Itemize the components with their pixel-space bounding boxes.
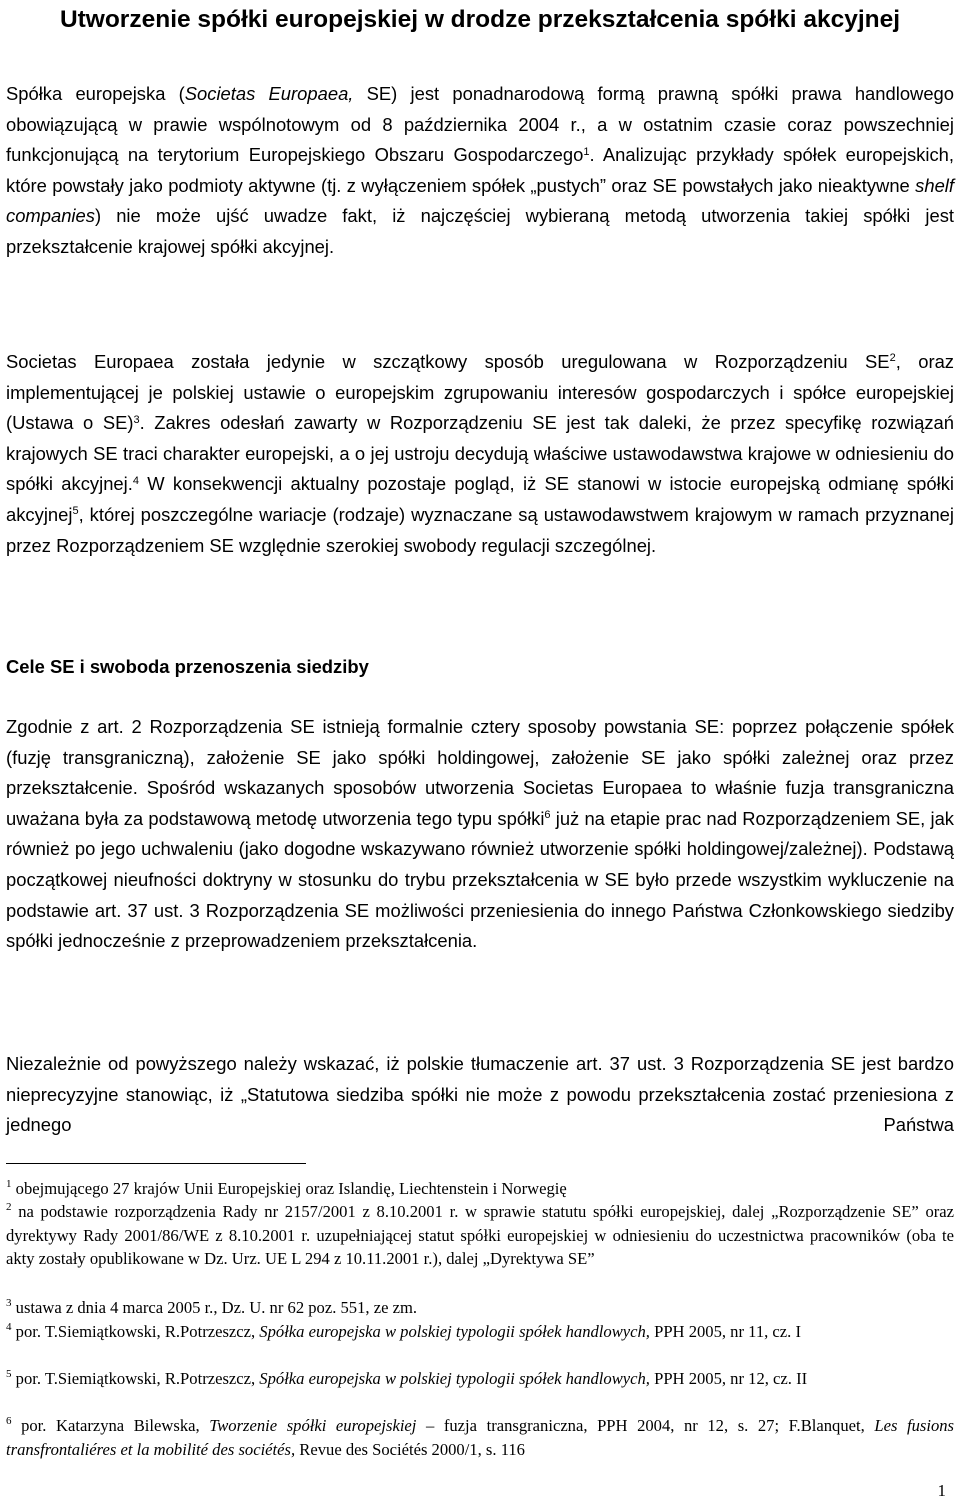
footnote-ref-2[interactable]: 2 [889, 352, 896, 365]
footnote-ref-4[interactable]: 4 [132, 474, 139, 487]
paragraph-translation: Niezależnie od powyższego należy wskazać, iż polskie tłumaczenie art. 37 ust. 3 Rozporządzenia SE jest bardzo nieprecyzyjne stanowiąc, iż „Statutowa siedziba spółki nie może z powodu przekształcenia zostać przeniesiona z jednego Państwa [6, 1053, 954, 1136]
document-title: Utworzenie spółki europejskiej w drodze przekształcenia spółki akcyjnej [59, 6, 901, 33]
footnote-ref-5[interactable]: 5 [72, 505, 79, 518]
footnote-separator [6, 1163, 306, 1164]
footnote-6: $^6$ por. Katarzyna Bilewska, Tworzenie spółki europejskiej – fuzja transgraniczna, PPH 2004, nr 12, s. 27; F.Blanquet, Les fusions transfrontaliéres et la mobilité des sociétés, Revue des Sociétés 2000/1, s. 116 [6, 1415, 954, 1459]
paragraph-intro: Spółka europejska (Societas Europaea, SE) jest ponadnarodową formą prawną spółki prawa handlowego obowiązującą w prawie wspólnotowym od 8 października 2004 r., a w ostatnim czasie coraz powszechniej funkcjonującą na terytorium Europejskiego Obszaru Gospodarczego$^1$. Analizując przykłady spółek europejskich, które powstały jako podmioty aktywne (tj. z wyłączeniem spółek „pustych” oraz SE powstałych jako nieaktywne shelf companies) nie może ujść uwadze fakt, iż najczęściej wybieraną metodą utworzenia takiej spółki jest przekształcenie krajowej spółki akcyjnej. [6, 83, 955, 257]
footnote-4: $^4$ por. T.Siemiątkowski, R.Potrzeszcz, Spółka europejska w polskiej typologii spółek handlowych, PPH 2005, nr 11, cz. I [6, 1321, 801, 1341]
footnote-3: $^3$ ustawa z dnia 4 marca 2005 r., Dz. U. nr 62 poz. 551, ze zm. [6, 1297, 418, 1317]
footnote-1: $^1$ obejmującego 27 krajów Unii Europejskiej oraz Islandię, Liechtenstein i Norwegię [6, 1178, 567, 1198]
footnote-ref-1[interactable]: 1 [583, 145, 590, 158]
paragraph-methods: Zgodnie z art. 2 Rozporządzenia SE istnieją formalnie cztery sposoby powstania SE: poprzez połączenie spółek (fuzję transgraniczną), założenie SE jako spółki holdingowej, założenie SE jako spółki zależnej oraz przez przekształcenie. Spośród wskazanych sposobów utworzenia Societas Europaea to właśnie fuzja transgraniczna uważana była za podstawową metodę utworzenia tego typu spółki$^6$ już na etapie prac nad Rozporządzeniem SE, jak również po jego uchwaleniu (jako dogodne wskazywano również utworzenie spółki holdingowej/zależnej). Podstawą początkowej nieufności doktryny w stosunku do trybu przekształcenia w SE było przede wszystkim wykluczenie na podstawie art. 37 ust. 3 Rozporządzenia SE możliwości przeniesienia do innego Państwa Członkowskiego siedziby spółki jednocześnie z przeprowadzeniem przekształcenia. [6, 716, 954, 952]
page-number: 1 [937, 1481, 946, 1500]
footnote-2: $^2$ na podstawie rozporządzenia Rady nr 2157/2001 z 8.10.2001 r. w sprawie statutu spółki europejskiej, dalej „Rozporządzenie SE” oraz dyrektywy Rady 2001/86/WE z 8.10.2001 r. uzupełniającej statut spółki europejskiej w odniesieniu do uczestnictwa pracowników (oba te akty zostały opublikowane w Dz. Urz. UE L 294 z 10.11.2001 r.), dalej „Dyrektywa SE” [6, 1201, 954, 1269]
footnote-ref-3[interactable]: 3 [133, 413, 140, 426]
paragraph-regulation: Societas Europaea została jedynie w szczątkowy sposób uregulowana w Rozporządzeniu $SE^2$, oraz implementującej je polskiej ustawie o europejskim zgrupowaniu interesów gospodarczych i spółce europejskiej (Ustawa o SE)$^3$. Zakres odesłań zawarty w Rozporządzeniu SE jest tak daleki, że przez specyfikę rozwiązań krajowych SE traci charakter europejski, a o jej ustroju decydują właściwe ustawodawstwa krajowe w odniesieniu do spółki akcyjnej.$^4$ W konsekwencji aktualny pozostaje pogląd, iż SE stanowi w istocie europejską odmianę spółki akcyjnej$^5$, której poszczególne wariacje (rodzaje) wyznaczane są ustawodawstwem krajowym w ramach przyznanej przez Rozporządzeniem SE względnie szerokiej swobody regulacji szczególnej. [6, 351, 955, 556]
footnote-ref-6[interactable]: 6 [544, 809, 551, 822]
section-heading: Cele SE i swoboda przenoszenia siedziby [6, 656, 369, 677]
footnote-5: $^5$ por. T.Siemiątkowski, R.Potrzeszcz, Spółka europejska w polskiej typologii spółek handlowych, PPH 2005, nr 12, cz. II [6, 1368, 808, 1388]
